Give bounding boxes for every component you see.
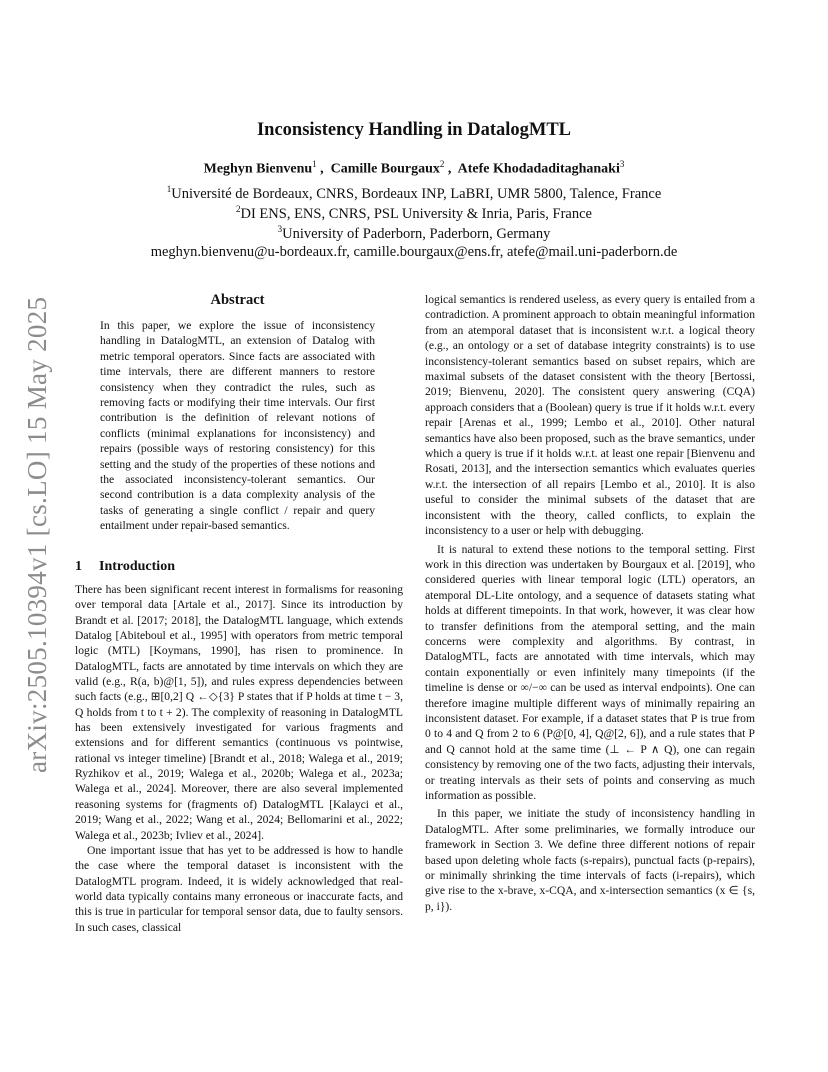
section-title: Introduction — [99, 559, 175, 574]
paragraph: logical semantics is rendered useless, as every query is entailed from a contradiction. A prominent approach to obtain meaningful information from an atemporal dataset that is inconsistent w.r.t. a logical theory (e.g., an ontology or a set of database integrity constraints) is to use inconsistency-tolerant semantics based on subset repairs, which are maximal subsets of the dataset consistent with the theory [Bertossi, 2019; Bienvenu, 2020]. The consistent query answering (CQA) approach considers that a (Boolean) query is true if it holds w.r.t. every repair [Arenas et al., 1999; Lembo et al., 2010]. Other natural semantics have also been proposed, such as the brave semantics, under which a query is true if it holds w.r.t. at least one repair [Bienvenu and Rosati, 2013], and the intersection semantics which evaluates queries w.r.t. the intersection of all repairs [Lembo et al., 2010]. It is also useful to consider the minimal subsets of the dataset that are inconsistent with the theory, called conflicts, to explain the inconsistency to a user or help with debugging. — [425, 293, 755, 538]
affiliation — [0, 184, 828, 203]
abstract-text: In this paper, we explore the issue of inconsistency handling in DatalogMTL, an extension of Datalog with metric temporal operators. Since facts are associated with time intervals, there are different manners to restore consistency when they contradict the rules, such as removing facts or modifying their time intervals. Our first contribution is the definition of relevant notions of conflicts (minimal explanations for inconsistency) and repairs (possible ways of restoring consistency) for this setting and the study of the properties of these notions and the associated inconsistency-tolerant semantics. Our second contribution is a data complexity analysis of the tasks of generating a single conflict / repair and query entailment under repair-based semantics. — [100, 319, 375, 533]
author-sup: 3 — [619, 159, 625, 169]
right-column — [425, 292, 755, 914]
arxiv-stamp — [18, 255, 58, 775]
author-name: Atefe Khodadaditaghanaki — [457, 161, 620, 177]
paragraph: There has been significant recent interest in formalisms for reasoning over temporal data [Artale et al., 2017]. Since its introduction by Brandt et al. [2017; 2018], the DatalogMTL language, which extends Datalog [Abiteboul et al., 1995] with operators from metric temporal logic (MTL) [Koymans, 1990], has risen to prominence. In DatalogMTL, facts are annotated by time intervals on which they are valid (e.g., R(a, b)@[1, 5]), and rules express dependencies between such facts (e.g., ⊞[0,2] Q ←◇{3} P states that if P holds at time t − 3, Q holds from t to t + 2). The complexity of reasoning in DatalogMTL has been extensively investigated for various fragments and extensions and for different semantics (continuous vs pointwise, rational vs integer timeline) [Brandt et al., 2018; Walega et al., 2019; Ryzhikov et al., 2019; Walega et al., 2020b; Walega et al., 2023a; Walega et al., 2024]. Moreover, there are also several implemented reasoning systems for (fragments of) DatalogMTL [Kalayci et al., 2019; Wang et al., 2022; Wang et al., 2024; Bellomarini et al., 2022; Walega et al., 2023b; Ivliev et al., 2024]. — [75, 583, 403, 842]
abstract-heading: Abstract — [210, 292, 265, 308]
affiliation-text: University of Paderborn, Paderborn, Germany — [282, 225, 551, 242]
affiliation — [0, 224, 828, 243]
author-sup: 2 — [439, 159, 445, 169]
author-sup: 1 — [312, 159, 317, 169]
paper-title: Inconsistency Handling in DatalogMTL — [256, 120, 572, 140]
paragraph: It is natural to extend these notions to the temporal setting. First work in this direction was undertaken by Bourgaux et al. [2019], who considered queries with linear temporal logic (LTL) operators, an atemporal DL-Lite ontology, and a sequence of datasets stating what holds at different timepoints. In that work, however, it was clear how to transfer definitions from the atemporal setting, and the main concerns were complexity and algorithms. By contrast, in DatalogMTL, facts are annotated with time intervals, which may contain exponentially or even infinitely many timepoints (if the timeline is dense or ∞/−∞ can be used as interval endpoints). One can therefore imagine multiple different ways of minimally repairing an inconsistent dataset. For example, if a dataset states that P is true from 0 to 4 and Q from 2 to 6 (P@[0, 4], Q@[2, 6]), and a rule states that P and Q cannot hold at the same time (⊥ ← P ∧ Q), one can regain consistency by removing one of the two facts, adjusting their intervals, or treating intervals as their sets of points and conserving as much information as possible. — [425, 542, 755, 802]
paragraph: In this paper, we initiate the study of inconsistency handling in DatalogMTL. After some preliminaries, we formally introduce our framework in Section 3. We define three different notions of repair based upon deleting whole facts (s-repairs), punctual facts (p-repairs), or minimally shrinking the time intervals of facts (i-repairs), which give rise to the x-brave, x-CQA, and x-intersection semantics (x ∈ {s, p, i}). — [425, 807, 755, 913]
arxiv-stamp-text: arXiv:2505.10394v1 [cs.LO] 15 May 2025 — [22, 296, 52, 773]
section-number: 1 — [75, 559, 82, 574]
affiliation-sup: 2 — [236, 204, 241, 214]
author-emails: meghyn.bienvenu@u-bordeaux.fr, camille.bourgaux@ens.fr, atefe@mail.uni-paderborn.de — [150, 244, 678, 260]
author-name: Meghyn Bienvenu — [203, 161, 313, 177]
affiliation-sup: 3 — [277, 224, 283, 234]
paragraph: One important issue that has yet to be addressed is how to handle the case where the temporal dataset is inconsistent with the DatalogMTL program. Indeed, it is widely acknowledged that real-world data typically contains many erroneous or inaccurate facts, and this is true in particular for temporal sensor data, due to faulty sensors. In such cases, classical — [75, 843, 403, 934]
affiliation-sup: 1 — [166, 184, 172, 194]
affiliation-text: Université de Bordeaux, CNRS, Bordeaux INP, LaBRI, UMR 5800, Talence, France — [171, 185, 662, 202]
section-heading — [75, 559, 175, 575]
affiliation-text: DI ENS, ENS, CNRS, PSL University & Inria, Paris, France — [240, 205, 592, 222]
affiliation — [0, 204, 828, 223]
abstract-body — [100, 318, 375, 534]
left-column — [75, 582, 403, 935]
author-name: Camille Bourgaux — [330, 161, 440, 177]
author-list: Meghyn Bienvenu$^1$ , Camille Bourgaux$^2$ , Atefe Khodadaditaghanaki$^3$ — [203, 159, 625, 177]
